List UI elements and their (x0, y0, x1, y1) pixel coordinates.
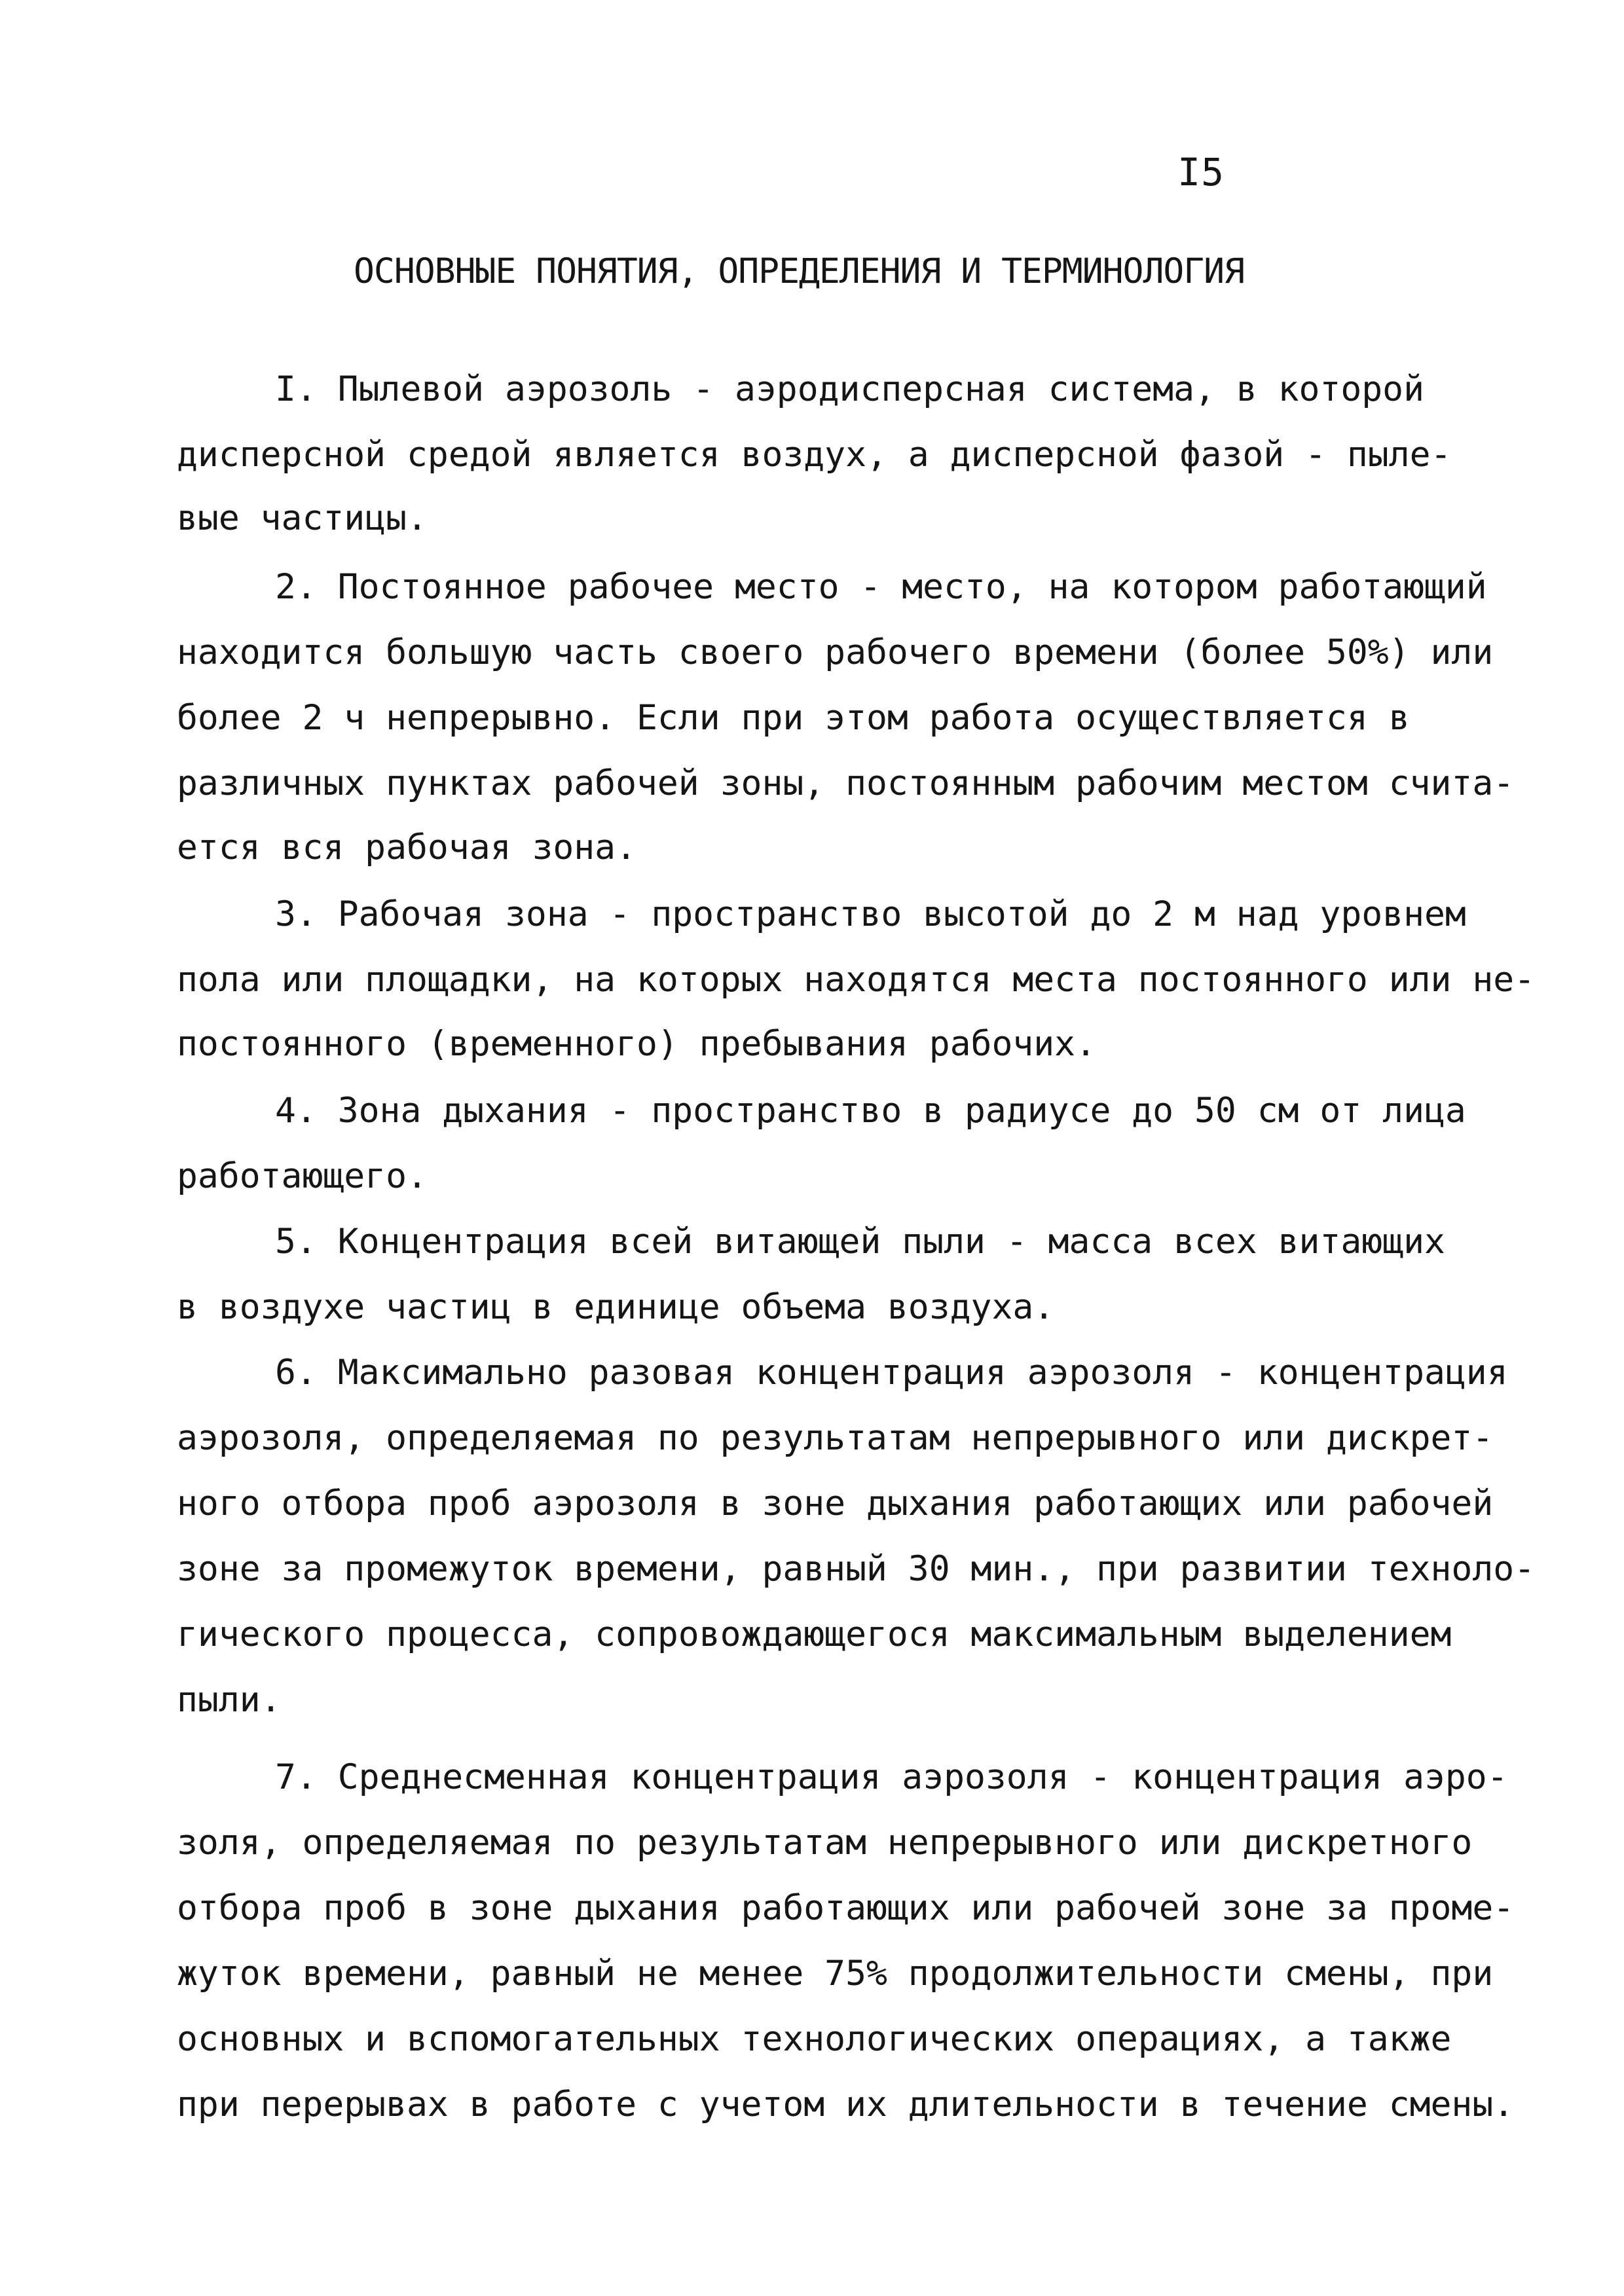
text-line: аэрозоля, определяемая по результатам непрерывного или дискрет- (177, 1418, 1494, 1458)
text-line: в воздухе частиц в единице объема воздуха. (177, 1287, 1055, 1327)
text-line: 5. Концентрация всей витающей пыли - масса всех витающих (275, 1222, 1445, 1262)
text-line: жуток времени, равный не менее 75% продолжительности смены, при (177, 1954, 1494, 1994)
text-line: различных пунктах рабочей зоны, постоянным рабочим местом счита- (177, 763, 1515, 803)
text-line: более 2 ч непрерывно. Если при этом работа осуществляется в (177, 698, 1410, 738)
text-line: 7. Среднесменная концентрация аэрозоля - концентрация аэро- (275, 1757, 1508, 1797)
text-line: ного отбора проб аэрозоля в зоне дыхания работающих или рабочей (177, 1484, 1494, 1523)
text-line: гического процесса, сопровождающегося максимальным выделением (177, 1614, 1452, 1654)
text-line: ется вся рабочая зона. (177, 828, 637, 867)
text-line: постоянного (временного) пребывания рабочих. (177, 1024, 1096, 1064)
text-line: зоне за промежуток времени, равный 30 мин., при развитии техноло- (177, 1549, 1536, 1589)
page-number: I5 (1177, 150, 1225, 194)
text-line: отбора проб в зоне дыхания работающих или рабочей зоне за проме- (177, 1888, 1515, 1928)
text-line: основных и вспомогательных технологических операциях, а также (177, 2019, 1452, 2059)
text-line: работающего. (177, 1156, 428, 1196)
text-line: пыли. (177, 1680, 282, 1720)
section-heading: ОСНОВНЫЕ ПОНЯТИЯ, ОПРЕДЕЛЕНИЯ И ТЕРМИНОЛОГИЯ (354, 251, 1244, 291)
text-line: 3. Рабочая зона - пространство высотой до 2 м над уровнем (275, 894, 1466, 934)
text-line: вые частицы. (177, 498, 428, 538)
text-line: пола или площадки, на которых находятся места постоянного или не- (177, 960, 1536, 1000)
text-line: I. Пылевой аэрозоль - аэродисперсная система, в которой (275, 369, 1424, 409)
text-line: находится большую часть своего рабочего времени (более 50%) или (177, 632, 1494, 672)
text-line: 4. Зона дыхания - пространство в радиусе до 50 см от лица (275, 1091, 1466, 1131)
text-line: золя, определяемая по результатам непрерывного или дискретного (177, 1823, 1473, 1863)
text-line: 6. Максимально разовая концентрация аэрозоля - концентрация (275, 1353, 1508, 1393)
text-line: при перерывах в работе с учетом их длительности в течение смены. (177, 2085, 1515, 2124)
text-line: 2. Постоянное рабочее место - место, на котором работающий (275, 567, 1487, 607)
text-line: дисперсной средой является воздух, а дисперсной фазой - пыле- (177, 435, 1452, 475)
